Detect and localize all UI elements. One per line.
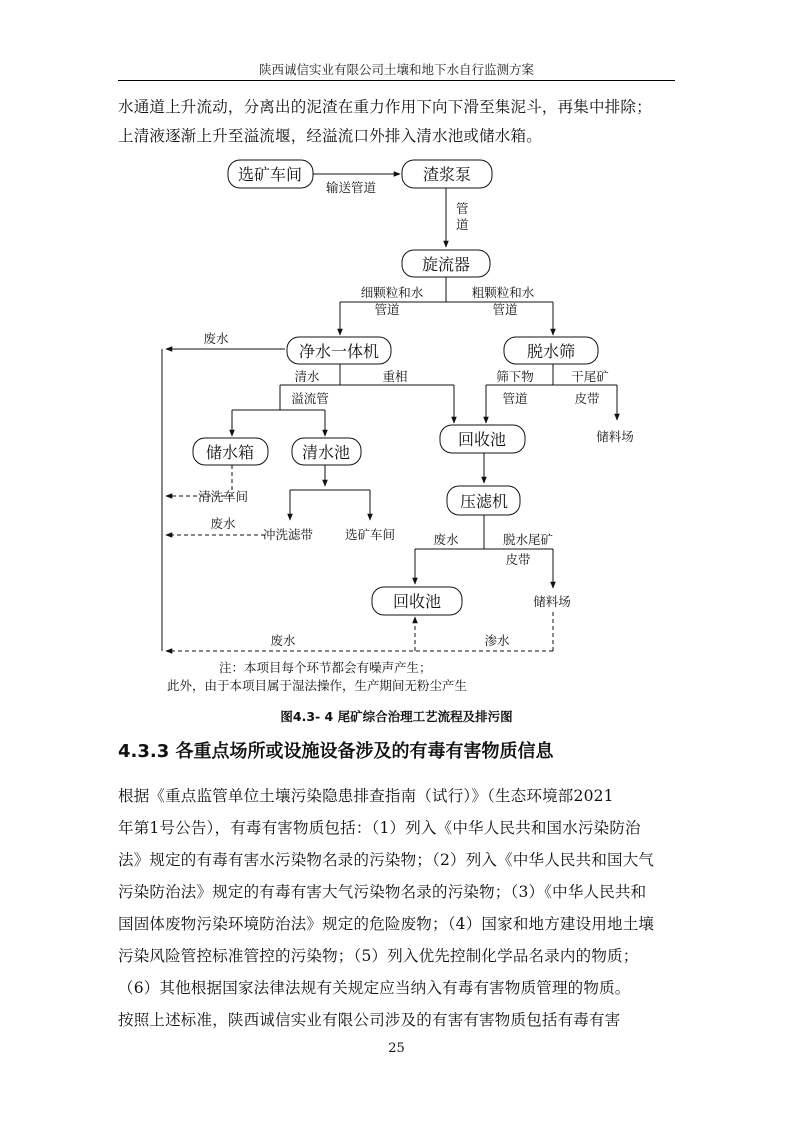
label-wastewater-4: 废水	[270, 633, 296, 648]
intro-line: 上清液逐渐上升至溢流堰，经溢流口外排入清水池或储水箱。	[118, 127, 542, 145]
label-overflow-pipe: 溢流管	[291, 391, 329, 406]
node-purifier: 净水一体机	[298, 342, 380, 361]
label-belt-1: 皮带	[574, 391, 600, 406]
body-line: 年第1号公告），有毒有害物质包括：（1）列入《中华人民共和国水污染防治	[118, 819, 641, 837]
running-header: 陕西诚信实业有限公司土壤和地下水自行监测方案	[258, 62, 534, 77]
label-belt-2: 皮带	[505, 552, 531, 567]
body-line: 国固体废物污染环境防治法》规定的危险废物；（4）国家和地方建设用地土壤	[118, 915, 655, 933]
node-dewater-screen: 脱水筛	[526, 342, 576, 361]
label-wash-workshop: 清洗车间	[197, 489, 249, 504]
diagram-note: 此外，由于本项目属于湿法操作，生产期间无粉尘产生	[167, 678, 468, 693]
body-line: 按照上述标准，陕西诚信实业有限公司涉及的有害有害物质包括有毒有害	[118, 1011, 621, 1029]
node-filter-press: 压滤机	[459, 492, 509, 511]
section-heading: 4.3.3 各重点场所或设施设备涉及的有毒有害物质信息	[118, 741, 554, 762]
node-water-tank: 储水箱	[205, 443, 255, 462]
label-storage-yard-1: 储料场	[596, 429, 634, 444]
label-coarse-pipe: 管道	[492, 302, 518, 317]
node-slurry-pump: 渣浆泵	[422, 165, 472, 184]
label-conveying-pipe: 输送管道	[325, 180, 377, 195]
body-line: 污染防治法》规定的有毒有害大气污染物名录的污染物；（3）《中华人民共和	[118, 883, 647, 901]
label-beneficiation-2: 选矿车间	[344, 527, 396, 542]
label-undersize-pipe: 管道	[502, 391, 528, 406]
body-line: 污染风险管控标准管控的污染物；（5）列入优先控制化学品名录内的物质；	[118, 947, 639, 965]
body-line: （6）其他根据国家法律法规有关规定应当纳入有毒有害物质管理的物质。	[118, 979, 631, 997]
label-dewatered-tailings: 脱水尾矿	[502, 532, 554, 547]
label-storage-yard-2: 储料场	[533, 594, 571, 609]
label-pipe-v2: 道	[456, 217, 469, 232]
label-coarse: 粗颗粒和水	[471, 285, 535, 300]
label-fine-pipe: 管道	[374, 302, 400, 317]
label-wastewater-1: 废水	[203, 331, 229, 346]
node-recovery-pool-2: 回收池	[392, 592, 442, 611]
label-pipe-v1: 管	[456, 201, 469, 216]
label-seepage: 渗水	[484, 633, 510, 648]
page-number: 25	[388, 1041, 405, 1056]
body-line: 根据《重点监管单位土壤污染隐患排查指南（试行）》（生态环境部2021	[118, 787, 614, 805]
body-line: 法》规定的有毒有害水污染物名录的污染物；（2）列入《中华人民共和国大气	[118, 851, 655, 869]
diagram-note: 注：本项目每个环节都会有噪声产生；	[219, 660, 432, 675]
label-wastewater-3: 废水	[433, 532, 459, 547]
node-cyclone: 旋流器	[421, 255, 471, 274]
node-clear-pool: 清水池	[301, 443, 351, 462]
label-wash-filter-belt: 冲洗滤带	[262, 527, 314, 542]
label-fine: 细颗粒和水	[360, 285, 424, 300]
figure-caption: 图4.3- 4 尾矿综合治理工艺流程及排污图	[280, 709, 513, 724]
node-beneficiation: 选矿车间	[237, 165, 303, 184]
intro-line: 水通道上升流动，分离出的泥渣在重力作用下向下滑至集泥斗，再集中排除；	[118, 98, 652, 116]
label-clear-water: 清水	[294, 369, 320, 384]
label-heavy-phase: 重相	[382, 369, 408, 384]
node-recovery-pool: 回收池	[457, 430, 507, 449]
label-dry-tailings: 干尾矿	[571, 369, 609, 384]
label-undersize: 筛下物	[496, 369, 534, 384]
label-wastewater-2: 废水	[210, 516, 236, 531]
